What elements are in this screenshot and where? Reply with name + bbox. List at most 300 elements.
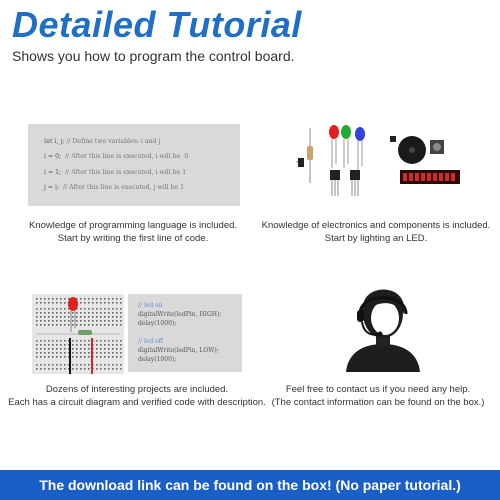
breadboard-hole <box>36 364 38 366</box>
page-subtitle: Shows you how to program the control board. <box>12 48 295 64</box>
breadboard-hole <box>72 340 74 342</box>
breadboard-hole <box>56 324 58 326</box>
breadboard-hole <box>112 316 114 318</box>
code-line: j = i; // After this line is executed, j will be 1 <box>44 184 185 191</box>
breadboard-hole <box>116 344 118 346</box>
breadboard-hole <box>96 352 98 354</box>
breadboard-hole <box>80 320 82 322</box>
breadboard-hole <box>56 348 58 350</box>
caption-contact <box>258 383 498 409</box>
breadboard-hole <box>48 324 50 326</box>
breadboard-hole <box>64 302 66 304</box>
breadboard-hole <box>40 368 42 370</box>
breadboard-hole <box>104 316 106 318</box>
breadboard-hole <box>84 320 86 322</box>
breadboard-hole <box>48 302 50 304</box>
breadboard-hole <box>112 340 114 342</box>
breadboard-hole <box>92 308 94 310</box>
breadboard-hole <box>96 356 98 358</box>
breadboard-hole <box>88 298 90 300</box>
breadboard-hole <box>96 344 98 346</box>
breadboard-hole <box>116 302 118 304</box>
breadboard-hole <box>84 324 86 326</box>
breadboard-hole <box>80 348 82 350</box>
breadboard-hole <box>36 312 38 314</box>
breadboard-hole <box>56 316 58 318</box>
breadboard-hole <box>40 340 42 342</box>
breadboard-hole <box>120 298 122 300</box>
code-snippet-blink <box>128 294 242 372</box>
breadboard-hole <box>92 312 94 314</box>
breadboard-hole <box>88 356 90 358</box>
breadboard-hole <box>68 320 70 322</box>
breadboard-hole <box>60 312 62 314</box>
breadboard-hole <box>84 298 86 300</box>
breadboard-hole <box>84 352 86 354</box>
breadboard-hole <box>120 302 122 304</box>
breadboard-hole <box>104 298 106 300</box>
breadboard-hole <box>48 316 50 318</box>
resistor-icon <box>307 146 313 160</box>
breadboard-hole <box>84 356 86 358</box>
breadboard-hole <box>60 324 62 326</box>
breadboard-hole <box>64 316 66 318</box>
caption-line: Dozens of interesting projects are included. <box>45 384 229 395</box>
breadboard-hole <box>56 364 58 366</box>
breadboard-hole <box>60 308 62 310</box>
breadboard-hole <box>104 356 106 358</box>
breadboard-hole <box>64 308 66 310</box>
caption-line: Knowledge of programming language is included. <box>28 220 238 231</box>
breadboard-hole <box>104 368 106 370</box>
breadboard-hole <box>44 302 46 304</box>
code-line: // led on <box>138 302 163 309</box>
breadboard-hole <box>40 344 42 346</box>
breadboard-hole <box>56 340 58 342</box>
breadboard-hole <box>80 298 82 300</box>
breadboard-hole <box>68 312 70 314</box>
breadboard-hole <box>116 356 118 358</box>
breadboard-hole <box>36 340 38 342</box>
breadboard-hole <box>48 344 50 346</box>
breadboard-hole <box>96 368 98 370</box>
breadboard-hole <box>76 312 78 314</box>
code-line: digitalWrite(ledPin, HIGH); <box>138 311 222 318</box>
caption-line: Start by lighting an LED. <box>324 233 428 244</box>
breadboard-hole <box>56 352 58 354</box>
page-title: Detailed Tutorial <box>12 4 302 45</box>
breadboard-hole <box>96 364 98 366</box>
breadboard-hole <box>36 320 38 322</box>
breadboard-hole <box>116 364 118 366</box>
breadboard-hole <box>112 308 114 310</box>
breadboard-hole <box>92 302 94 304</box>
breadboard-hole <box>92 316 94 318</box>
breadboard-hole <box>108 302 110 304</box>
breadboard-hole <box>100 302 102 304</box>
electronic-components-image <box>290 118 480 198</box>
breadboard-hole <box>88 302 90 304</box>
breadboard-hole <box>52 312 54 314</box>
breadboard-hole <box>92 324 94 326</box>
breadboard-hole <box>64 364 66 366</box>
breadboard-hole <box>112 320 114 322</box>
breadboard-hole <box>72 316 74 318</box>
breadboard-hole <box>76 368 78 370</box>
breadboard-hole <box>100 364 102 366</box>
breadboard-hole <box>76 320 78 322</box>
breadboard-hole <box>108 324 110 326</box>
breadboard-hole <box>48 320 50 322</box>
breadboard-hole <box>36 316 38 318</box>
caption-line: Each has a circuit diagram and verified code with description. <box>8 397 266 408</box>
breadboard-hole <box>120 324 122 326</box>
code-line: int i, j; // Define two variables: i and j <box>44 138 161 145</box>
breadboard-hole <box>104 324 106 326</box>
caption-projects <box>6 383 268 409</box>
breadboard-hole <box>96 316 98 318</box>
breadboard-hole <box>44 312 46 314</box>
breadboard-hole <box>100 320 102 322</box>
breadboard-hole <box>52 348 54 350</box>
breadboard-hole <box>112 324 114 326</box>
breadboard-hole <box>84 302 86 304</box>
breadboard-hole <box>88 308 90 310</box>
breadboard-hole <box>44 298 46 300</box>
breadboard-hole <box>64 312 66 314</box>
code-line: i = 0; // After this line is executed, i will be 0 <box>44 153 189 160</box>
breadboard-hole <box>120 368 122 370</box>
breadboard-hole <box>52 298 54 300</box>
breadboard-hole <box>36 344 38 346</box>
breadboard-hole <box>60 364 62 366</box>
breadboard-hole <box>116 316 118 318</box>
breadboard-hole <box>112 356 114 358</box>
breadboard-hole <box>48 308 50 310</box>
breadboard-hole <box>112 364 114 366</box>
breadboard-hole <box>40 320 42 322</box>
breadboard-hole <box>64 348 66 350</box>
breadboard-hole <box>100 348 102 350</box>
breadboard-hole <box>52 356 54 358</box>
breadboard-hole <box>100 316 102 318</box>
code-snippet-variables <box>28 124 240 206</box>
footer-text: The download link can be found on the box! (No paper tutorial.) <box>39 477 461 493</box>
breadboard-hole <box>80 368 82 370</box>
breadboard-hole <box>112 298 114 300</box>
code-line: delay(1000); <box>138 320 177 327</box>
breadboard-hole <box>36 308 38 310</box>
breadboard-circuit-image <box>32 294 124 374</box>
breadboard-hole <box>88 344 90 346</box>
breadboard-hole <box>48 356 50 358</box>
breadboard-hole <box>100 352 102 354</box>
breadboard-hole <box>56 356 58 358</box>
breadboard-hole <box>56 298 58 300</box>
breadboard-hole <box>120 320 122 322</box>
breadboard-hole <box>96 298 98 300</box>
breadboard-hole <box>64 340 66 342</box>
breadboard-hole <box>44 344 46 346</box>
breadboard-hole <box>60 298 62 300</box>
breadboard-hole <box>108 308 110 310</box>
breadboard-hole <box>84 316 86 318</box>
breadboard-hole <box>84 364 86 366</box>
breadboard-hole <box>72 320 74 322</box>
breadboard-hole <box>120 312 122 314</box>
caption-electronics <box>258 219 494 245</box>
breadboard-hole <box>44 364 46 366</box>
breadboard-hole <box>60 368 62 370</box>
breadboard-hole <box>108 348 110 350</box>
breadboard-hole <box>56 344 58 346</box>
breadboard-hole <box>40 324 42 326</box>
breadboard-hole <box>108 368 110 370</box>
breadboard-hole <box>120 308 122 310</box>
breadboard-hole <box>88 348 90 350</box>
breadboard-hole <box>92 298 94 300</box>
led-red-icon <box>329 125 339 168</box>
breadboard-hole <box>52 368 54 370</box>
breadboard-hole <box>104 320 106 322</box>
breadboard-hole <box>60 352 62 354</box>
breadboard-hole <box>112 352 114 354</box>
led-red-icon <box>68 297 78 311</box>
breadboard-hole <box>60 344 62 346</box>
breadboard-hole <box>80 344 82 346</box>
breadboard-hole <box>52 344 54 346</box>
breadboard-hole <box>80 364 82 366</box>
breadboard-hole <box>116 324 118 326</box>
breadboard-hole <box>44 356 46 358</box>
breadboard-hole <box>116 352 118 354</box>
code-line: digitalWrite(ledPin, LOW); <box>138 347 219 354</box>
breadboard-hole <box>52 302 54 304</box>
breadboard-hole <box>116 298 118 300</box>
breadboard-hole <box>44 352 46 354</box>
breadboard-hole <box>100 340 102 342</box>
breadboard-hole <box>48 312 50 314</box>
breadboard-hole <box>84 312 86 314</box>
breadboard-hole <box>56 308 58 310</box>
breadboard-hole <box>108 356 110 358</box>
breadboard-hole <box>60 302 62 304</box>
breadboard-hole <box>76 356 78 358</box>
breadboard-hole <box>120 348 122 350</box>
breadboard-hole <box>96 308 98 310</box>
breadboard-hole <box>80 302 82 304</box>
breadboard-hole <box>68 324 70 326</box>
breadboard-hole <box>116 312 118 314</box>
breadboard-hole <box>76 344 78 346</box>
breadboard-hole <box>104 302 106 304</box>
breadboard-hole <box>40 312 42 314</box>
breadboard-hole <box>108 344 110 346</box>
breadboard-hole <box>104 348 106 350</box>
breadboard-hole <box>72 356 74 358</box>
breadboard-hole <box>108 340 110 342</box>
breadboard-hole <box>120 352 122 354</box>
breadboard-hole <box>108 364 110 366</box>
breadboard-hole <box>36 298 38 300</box>
breadboard-hole <box>72 352 74 354</box>
breadboard-hole <box>104 340 106 342</box>
breadboard-hole <box>104 308 106 310</box>
breadboard-hole <box>116 348 118 350</box>
breadboard-hole <box>44 340 46 342</box>
breadboard-hole <box>96 312 98 314</box>
breadboard-hole <box>64 324 66 326</box>
breadboard-hole <box>92 320 94 322</box>
breadboard-hole <box>64 320 66 322</box>
caption-programming <box>18 219 248 245</box>
led-green-icon <box>341 125 351 168</box>
breadboard-hole <box>100 356 102 358</box>
breadboard-hole <box>44 368 46 370</box>
breadboard-hole <box>40 352 42 354</box>
breadboard-hole <box>108 298 110 300</box>
breadboard-hole <box>84 348 86 350</box>
breadboard-hole <box>112 368 114 370</box>
breadboard-hole <box>44 308 46 310</box>
breadboard-hole <box>112 312 114 314</box>
breadboard-hole <box>48 352 50 354</box>
breadboard-hole <box>36 368 38 370</box>
diode-icon <box>298 158 304 167</box>
footer-banner <box>0 470 500 500</box>
breadboard-hole <box>60 356 62 358</box>
breadboard-hole <box>100 324 102 326</box>
breadboard-hole <box>100 308 102 310</box>
breadboard-hole <box>80 356 82 358</box>
support-agent-icon <box>338 282 428 372</box>
caption-line: Knowledge of electronics and components is included. <box>261 220 491 231</box>
breadboard-hole <box>100 368 102 370</box>
breadboard-hole <box>64 298 66 300</box>
breadboard-hole <box>80 324 82 326</box>
breadboard-hole <box>88 320 90 322</box>
breadboard-hole <box>104 312 106 314</box>
breadboard-hole <box>76 324 78 326</box>
breadboard-hole <box>96 320 98 322</box>
breadboard-hole <box>52 324 54 326</box>
breadboard-hole <box>100 312 102 314</box>
breadboard-hole <box>64 356 66 358</box>
caption-line: Feel free to contact us if you need any help. <box>285 384 471 395</box>
breadboard-hole <box>116 340 118 342</box>
breadboard-hole <box>80 312 82 314</box>
breadboard-hole <box>48 340 50 342</box>
breadboard-hole <box>48 348 50 350</box>
breadboard-hole <box>56 302 58 304</box>
transistor-icon <box>330 170 340 196</box>
breadboard-hole <box>48 368 50 370</box>
breadboard-hole <box>96 340 98 342</box>
breadboard-hole <box>112 302 114 304</box>
breadboard-hole <box>88 364 90 366</box>
breadboard-hole <box>88 316 90 318</box>
breadboard-hole <box>116 368 118 370</box>
led-blue-icon <box>355 127 365 170</box>
breadboard-hole <box>108 312 110 314</box>
breadboard-hole <box>104 344 106 346</box>
caption-line: Start by writing the first line of code. <box>57 233 209 244</box>
breadboard-hole <box>76 340 78 342</box>
breadboard-hole <box>52 316 54 318</box>
breadboard-hole <box>36 352 38 354</box>
breadboard-hole <box>64 344 66 346</box>
breadboard-hole <box>40 348 42 350</box>
breadboard-hole <box>104 352 106 354</box>
breadboard-hole <box>52 340 54 342</box>
breadboard-hole <box>68 316 70 318</box>
breadboard-hole <box>40 364 42 366</box>
breadboard-hole <box>80 340 82 342</box>
breadboard-hole <box>80 308 82 310</box>
breadboard-hole <box>72 344 74 346</box>
resistor-icon <box>78 330 92 335</box>
caption-line: (The contact information can be found on the box.) <box>271 397 485 408</box>
breadboard-hole <box>52 364 54 366</box>
breadboard-hole <box>44 324 46 326</box>
breadboard-hole <box>84 308 86 310</box>
breadboard-hole <box>76 348 78 350</box>
breadboard-hole <box>36 356 38 358</box>
breadboard-hole <box>72 368 74 370</box>
breadboard-hole <box>112 348 114 350</box>
breadboard-hole <box>60 348 62 350</box>
breadboard-hole <box>100 298 102 300</box>
breadboard-hole <box>120 364 122 366</box>
breadboard-hole <box>40 302 42 304</box>
breadboard-hole <box>40 356 42 358</box>
breadboard-hole <box>36 302 38 304</box>
breadboard-hole <box>120 316 122 318</box>
breadboard-hole <box>44 316 46 318</box>
breadboard-hole <box>88 340 90 342</box>
breadboard-hole <box>120 344 122 346</box>
code-line: i = 1; // After this line is executed, i will be 1 <box>44 169 187 176</box>
breadboard-hole <box>100 344 102 346</box>
breadboard-hole <box>56 320 58 322</box>
breadboard-hole <box>64 368 66 370</box>
breadboard-hole <box>80 316 82 318</box>
breadboard-hole <box>36 324 38 326</box>
breadboard-hole <box>72 312 74 314</box>
breadboard-hole <box>80 352 82 354</box>
breadboard-hole <box>44 320 46 322</box>
breadboard-hole <box>60 340 62 342</box>
breadboard-hole <box>104 364 106 366</box>
breadboard-hole <box>60 320 62 322</box>
breadboard-hole <box>52 352 54 354</box>
breadboard-hole <box>96 324 98 326</box>
breadboard-hole <box>52 308 54 310</box>
transistor-icon <box>350 170 360 196</box>
breadboard-hole <box>76 364 78 366</box>
breadboard-hole <box>48 364 50 366</box>
breadboard-hole <box>72 324 74 326</box>
breadboard-hole <box>112 344 114 346</box>
breadboard-hole <box>88 352 90 354</box>
breadboard-hole <box>120 340 122 342</box>
breadboard-hole <box>76 352 78 354</box>
breadboard-hole <box>36 348 38 350</box>
breadboard-hole <box>52 320 54 322</box>
breadboard-hole <box>40 308 42 310</box>
breadboard-hole <box>88 368 90 370</box>
breadboard-hole <box>120 356 122 358</box>
